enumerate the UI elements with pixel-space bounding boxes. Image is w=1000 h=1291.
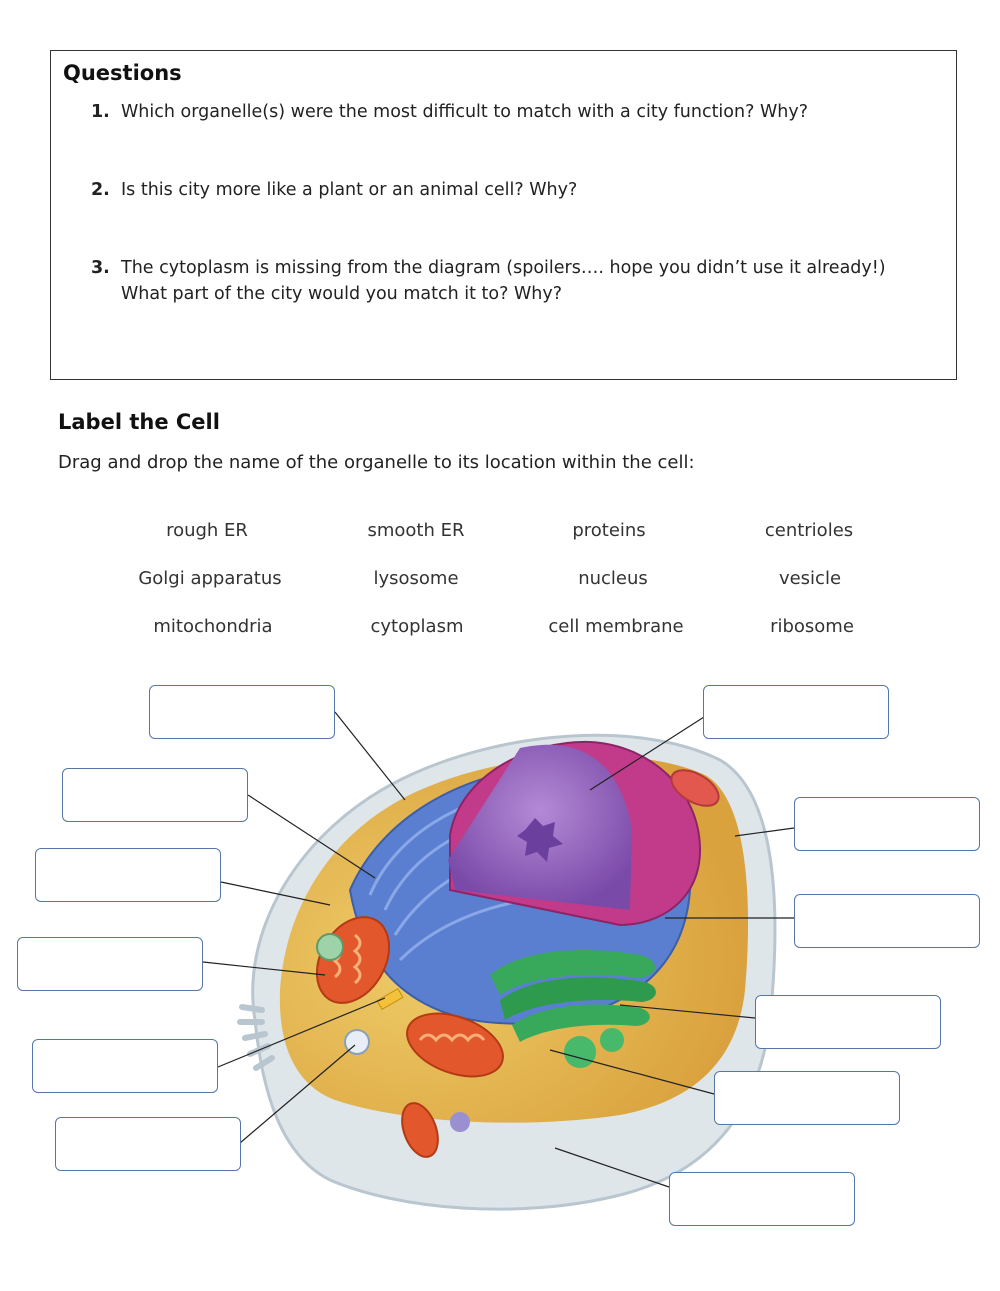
instructions-text: Drag and drop the name of the organelle to its location within the cell: <box>58 452 695 473</box>
questions-box <box>50 50 957 380</box>
word-rough-er[interactable]: rough ER <box>166 520 248 541</box>
label-drop-box-6[interactable] <box>55 1117 241 1171</box>
question-number: 3. <box>91 258 110 278</box>
word-vesicle[interactable]: vesicle <box>778 568 842 589</box>
word-smooth-er[interactable]: smooth ER <box>367 520 465 541</box>
question-2 <box>91 177 941 203</box>
word-nucleus[interactable]: nucleus <box>578 568 648 589</box>
question-text: Is this city more like a plant or an animal cell? Why? <box>121 180 578 200</box>
golgi-vesicle <box>564 1036 596 1068</box>
lysosome-shape <box>317 934 343 960</box>
question-number: 1. <box>91 102 110 122</box>
question-number: 2. <box>91 180 110 200</box>
label-drop-box-7[interactable] <box>703 685 889 739</box>
label-drop-box-4[interactable] <box>17 937 203 991</box>
word-mitochondria[interactable]: mitochondria <box>153 616 273 637</box>
label-drop-box-8[interactable] <box>794 797 980 851</box>
question-text: The cytoplasm is missing from the diagram (spoilers…. hope you didn’t use it already!) What part of the city would you match it to? Why? <box>121 258 886 304</box>
word-ribosome[interactable]: ribosome <box>770 616 854 637</box>
word-golgi-apparatus[interactable]: Golgi apparatus <box>138 568 282 589</box>
word-centrioles[interactable]: centrioles <box>764 520 854 541</box>
word-proteins[interactable]: proteins <box>572 520 646 541</box>
label-drop-box-10[interactable] <box>755 995 941 1049</box>
label-drop-box-11[interactable] <box>714 1071 900 1125</box>
golgi-vesicle <box>600 1028 624 1052</box>
label-drop-box-2[interactable] <box>62 768 248 822</box>
vesicle-shape <box>450 1112 470 1132</box>
label-drop-box-3[interactable] <box>35 848 221 902</box>
word-lysosome[interactable]: lysosome <box>373 568 459 589</box>
questions-title: Questions <box>63 61 182 85</box>
label-drop-box-9[interactable] <box>794 894 980 948</box>
label-drop-box-12[interactable] <box>669 1172 855 1226</box>
label-cell-title: Label the Cell <box>58 410 220 434</box>
word-cytoplasm[interactable]: cytoplasm <box>370 616 464 637</box>
label-drop-box-5[interactable] <box>32 1039 218 1093</box>
question-3 <box>91 255 941 307</box>
label-drop-box-1[interactable] <box>149 685 335 739</box>
question-1 <box>91 99 941 125</box>
question-text: Which organelle(s) were the most difficult to match with a city function? Why? <box>121 102 808 122</box>
word-cell-membrane[interactable]: cell membrane <box>548 616 684 637</box>
